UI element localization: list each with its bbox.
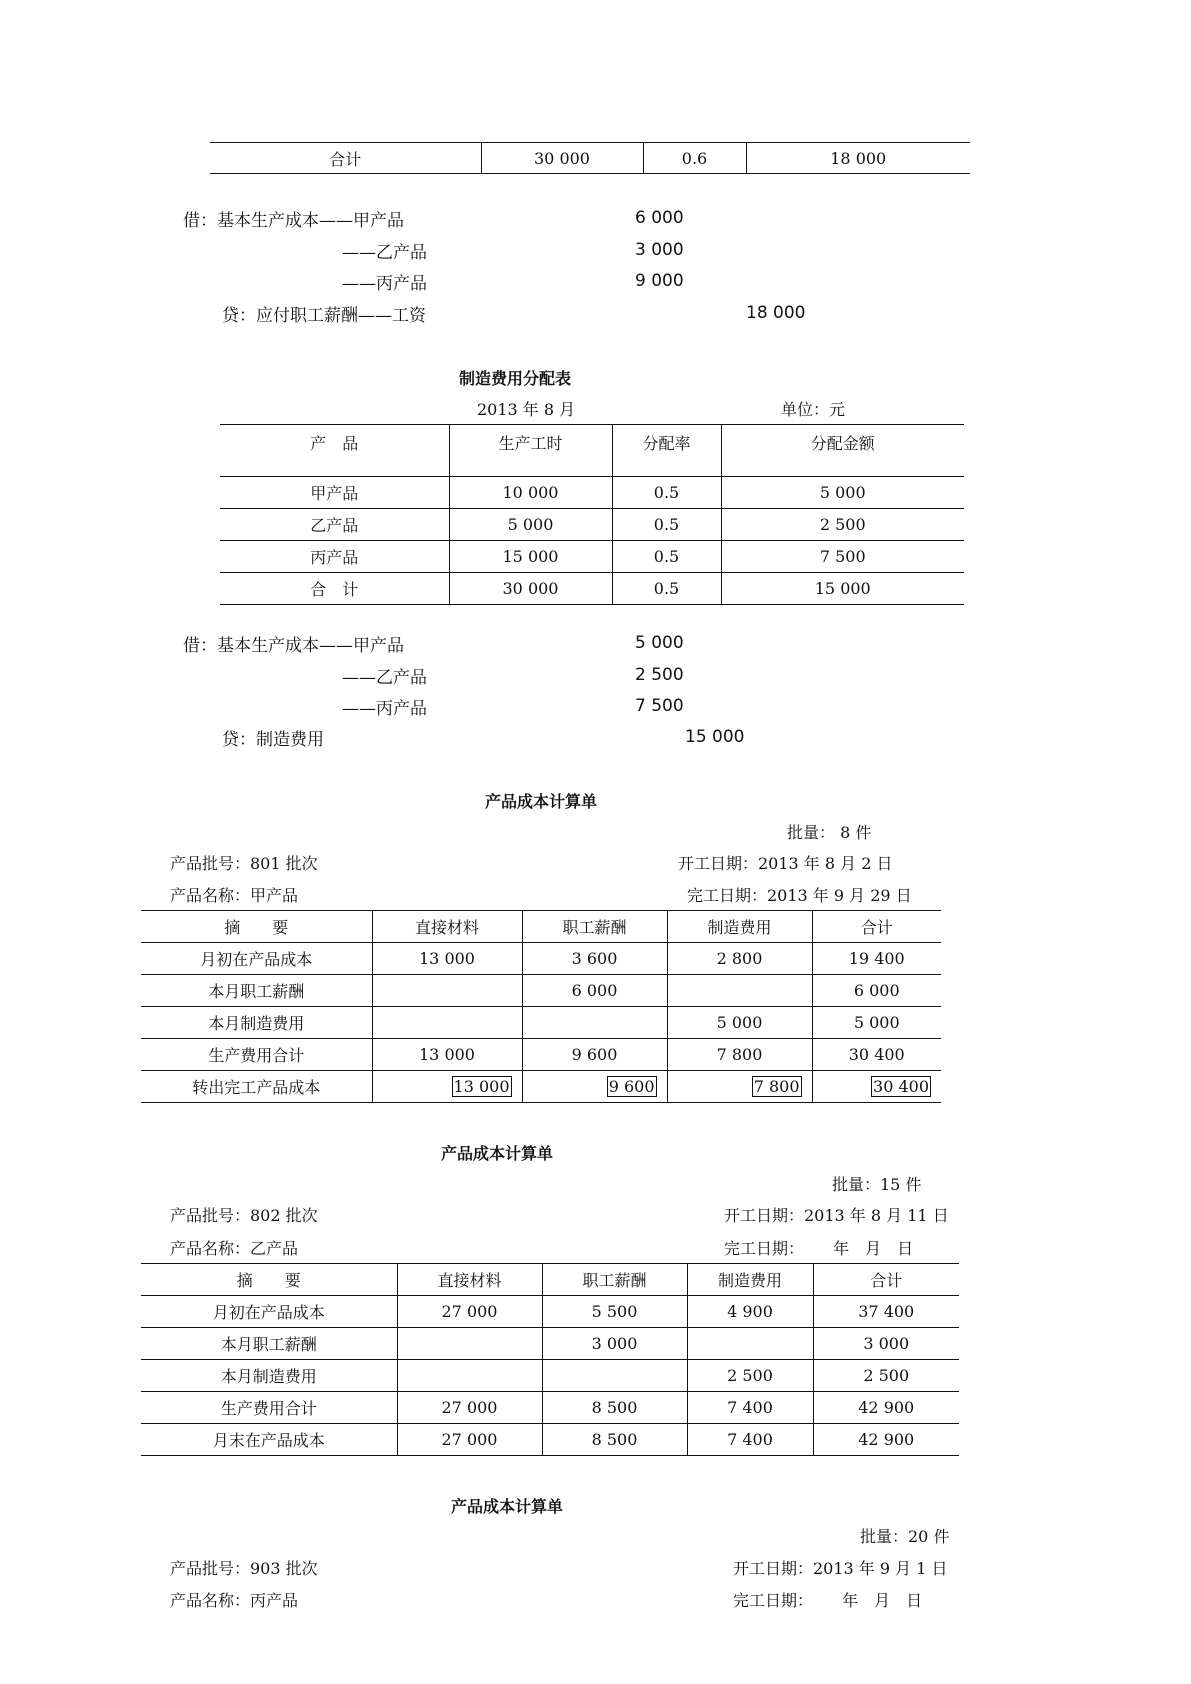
- boxed-amount: 13 000: [453, 1077, 510, 1096]
- cost-sheet-1-start-date: 开工日期：2013 年 8 月 2 日: [678, 854, 893, 873]
- cost-sheet-3-batch-qty: 批量：20 件: [860, 1527, 950, 1546]
- table-cell: 10 000: [449, 477, 612, 509]
- column-header: 直接材料: [397, 1264, 542, 1296]
- overhead-table-period: 2013 年 8 月: [477, 400, 576, 419]
- table-cell: 8 500: [542, 1424, 687, 1456]
- cost-sheet-3-start-date: 开工日期：2013 年 9 月 1 日: [733, 1559, 948, 1578]
- cost-sheet-1-title: 产品成本计算单: [485, 792, 598, 811]
- table-cell: [522, 1071, 667, 1103]
- overhead-table-unit: 单位：元: [781, 400, 846, 419]
- column-header: 职工薪酬: [522, 911, 667, 943]
- entry2-debit-label: 借：基本生产成本——甲产品: [183, 636, 404, 656]
- table-cell: 合计: [329, 149, 362, 169]
- cost-sheet-2-start-date: 开工日期：2013 年 8 月 11 日: [724, 1206, 949, 1225]
- table-cell: [522, 1007, 667, 1039]
- table-cell: 6 000: [522, 975, 667, 1007]
- table-cell: 30 400: [812, 1039, 941, 1071]
- column-header: 摘 要: [141, 911, 372, 943]
- table-cell: 9 600: [522, 1039, 667, 1071]
- table-cell: [397, 1328, 542, 1360]
- cost-sheet-1-table: [141, 910, 941, 1103]
- table-cell: 月初在产品成本: [141, 1296, 397, 1328]
- cost-sheet-2-product: 产品名称：乙产品: [170, 1239, 299, 1258]
- table-cell: 本月制造费用: [141, 1360, 397, 1392]
- table-cell: [397, 1360, 542, 1392]
- table-cell: 转出完工产品成本: [141, 1071, 372, 1103]
- boxed-amount: 30 400: [873, 1077, 929, 1096]
- table-cell: 本月制造费用: [141, 1007, 372, 1039]
- cost-sheet-1-product: 产品名称：甲产品: [170, 886, 299, 905]
- table-cell: 8 500: [542, 1392, 687, 1424]
- table-cell: 27 000: [397, 1296, 542, 1328]
- table-row: [141, 1424, 959, 1456]
- table-header-row: [141, 1264, 959, 1296]
- table-cell: 3 000: [542, 1328, 687, 1360]
- table-cell: [687, 1328, 813, 1360]
- table-cell: 30 000: [481, 143, 643, 174]
- table-header-row: [141, 911, 941, 943]
- table-cell: [812, 1071, 941, 1103]
- cost-sheet-2-batch-qty: 批量：15 件: [832, 1175, 922, 1194]
- entry2-credit-amount: 15 000: [685, 727, 745, 747]
- cost-sheet-3-title: 产品成本计算单: [451, 1497, 564, 1516]
- entry1-credit-label: 贷：应付职工薪酬——工资: [222, 306, 426, 326]
- table-row: [141, 1007, 941, 1039]
- entry1-credit-amount: 18 000: [746, 303, 806, 323]
- entry2-line2-label: ——乙产品: [342, 668, 427, 688]
- table-cell: 3 600: [522, 943, 667, 975]
- table-cell: [372, 1007, 522, 1039]
- entry2-line3-amount: 7 500: [635, 696, 684, 716]
- table-cell: 生产费用合计: [141, 1392, 397, 1424]
- table-cell: 37 400: [813, 1296, 959, 1328]
- column-header: 摘 要: [141, 1264, 397, 1296]
- table-cell: 13 000: [372, 1039, 522, 1071]
- column-header: 制造费用: [667, 911, 812, 943]
- table-cell: 18 000: [746, 143, 970, 174]
- entry2-credit-label: 贷：制造费用: [222, 730, 324, 750]
- table-cell: [372, 975, 522, 1007]
- table-row: [220, 477, 964, 509]
- entry1-line3-label: ——丙产品: [342, 274, 427, 294]
- table-cell: 5 000: [667, 1007, 812, 1039]
- entry2-line2-amount: 2 500: [635, 665, 684, 685]
- table-cell: 0.5: [612, 509, 721, 541]
- cost-sheet-2-title: 产品成本计算单: [441, 1144, 554, 1163]
- table-cell: 合 计: [220, 573, 449, 605]
- table-cell: 本月职工薪酬: [141, 975, 372, 1007]
- table-cell: 5 500: [542, 1296, 687, 1328]
- column-header: 生产工时: [449, 425, 612, 477]
- table-cell: [372, 1071, 522, 1103]
- table-row: [141, 943, 941, 975]
- overhead-table-title: 制造费用分配表: [459, 369, 572, 388]
- table-cell: 42 900: [813, 1392, 959, 1424]
- column-header: 分配率: [612, 425, 721, 477]
- table-cell: 27 000: [397, 1392, 542, 1424]
- cost-sheet-1-batch-no: 产品批号：801 批次: [170, 854, 318, 873]
- table-row: [220, 541, 964, 573]
- column-header: 合计: [813, 1264, 959, 1296]
- entry2-line3-label: ——丙产品: [342, 699, 427, 719]
- cost-sheet-2-end-date: 完工日期： 年 月 日: [724, 1239, 914, 1258]
- table-cell: 0.5: [612, 573, 721, 605]
- cost-sheet-2-table: [141, 1263, 959, 1456]
- table-cell: 6 000: [812, 975, 941, 1007]
- column-header: 制造费用: [687, 1264, 813, 1296]
- table-cell: 13 000: [372, 943, 522, 975]
- table-row: [141, 1071, 941, 1103]
- table-cell: 2 500: [813, 1360, 959, 1392]
- entry1-line2-label: ——乙产品: [342, 243, 427, 263]
- table-row: [141, 975, 941, 1007]
- table-cell: 19 400: [812, 943, 941, 975]
- cost-sheet-1-batch-qty: 批量： 8 件: [787, 823, 872, 842]
- allocation-table-fragment: [210, 142, 970, 174]
- table-row: [220, 509, 964, 541]
- entry1-debit-amount: 6 000: [635, 208, 684, 228]
- table-cell: [542, 1360, 687, 1392]
- table-cell: 月初在产品成本: [141, 943, 372, 975]
- table-row: [141, 1328, 959, 1360]
- table-cell: 27 000: [397, 1424, 542, 1456]
- boxed-amount: 7 800: [753, 1077, 800, 1096]
- table-cell: 乙产品: [220, 509, 449, 541]
- boxed-amount: 9 600: [608, 1077, 655, 1096]
- column-header: 合计: [812, 911, 941, 943]
- table-cell: [667, 975, 812, 1007]
- table-cell: 5 000: [721, 477, 964, 509]
- table-cell: 2 500: [687, 1360, 813, 1392]
- entry2-debit-amount: 5 000: [635, 633, 684, 653]
- table-cell: 42 900: [813, 1424, 959, 1456]
- table-cell: 5 000: [812, 1007, 941, 1039]
- column-header: 直接材料: [372, 911, 522, 943]
- table-cell: 7 800: [667, 1039, 812, 1071]
- table-cell: 甲产品: [220, 477, 449, 509]
- column-header: 分配金额: [721, 425, 964, 477]
- cost-sheet-3-product: 产品名称：丙产品: [170, 1591, 299, 1610]
- table-cell: 生产费用合计: [141, 1039, 372, 1071]
- cost-sheet-2-batch-no: 产品批号：802 批次: [170, 1206, 318, 1225]
- table-row: [141, 1039, 941, 1071]
- table-cell: [667, 1071, 812, 1103]
- entry1-debit-label: 借：基本生产成本——甲产品: [183, 211, 404, 231]
- entry1-line2-amount: 3 000: [635, 240, 684, 260]
- table-row: [141, 1392, 959, 1424]
- table-cell: 7 400: [687, 1424, 813, 1456]
- table-cell: 0.5: [612, 541, 721, 573]
- table-cell: 丙产品: [220, 541, 449, 573]
- table-cell: 15 000: [449, 541, 612, 573]
- cost-sheet-3-end-date: 完工日期： 年 月 日: [733, 1591, 923, 1610]
- table-cell: 本月职工薪酬: [141, 1328, 397, 1360]
- table-cell: 15 000: [721, 573, 964, 605]
- table-cell: 5 000: [449, 509, 612, 541]
- table-cell: 月末在产品成本: [141, 1424, 397, 1456]
- table-cell: 2 500: [721, 509, 964, 541]
- table-row: [141, 1296, 959, 1328]
- table-row: [220, 573, 964, 605]
- table-cell: 0.5: [612, 477, 721, 509]
- table-cell: 7 400: [687, 1392, 813, 1424]
- table-row: [141, 1360, 959, 1392]
- column-header: 职工薪酬: [542, 1264, 687, 1296]
- table-cell: 7 500: [721, 541, 964, 573]
- table-cell: 4 900: [687, 1296, 813, 1328]
- table-row: [210, 143, 970, 174]
- entry1-line3-amount: 9 000: [635, 271, 684, 291]
- table-cell: 30 000: [449, 573, 612, 605]
- table-cell: 3 000: [813, 1328, 959, 1360]
- cost-sheet-3-batch-no: 产品批号：903 批次: [170, 1559, 318, 1578]
- cost-sheet-1-end-date: 完工日期：2013 年 9 月 29 日: [687, 886, 912, 905]
- table-header-row: [220, 425, 964, 477]
- table-cell: 0.6: [643, 143, 746, 174]
- table-cell: 2 800: [667, 943, 812, 975]
- column-header: 产 品: [220, 425, 449, 477]
- overhead-allocation-table: [220, 424, 964, 605]
